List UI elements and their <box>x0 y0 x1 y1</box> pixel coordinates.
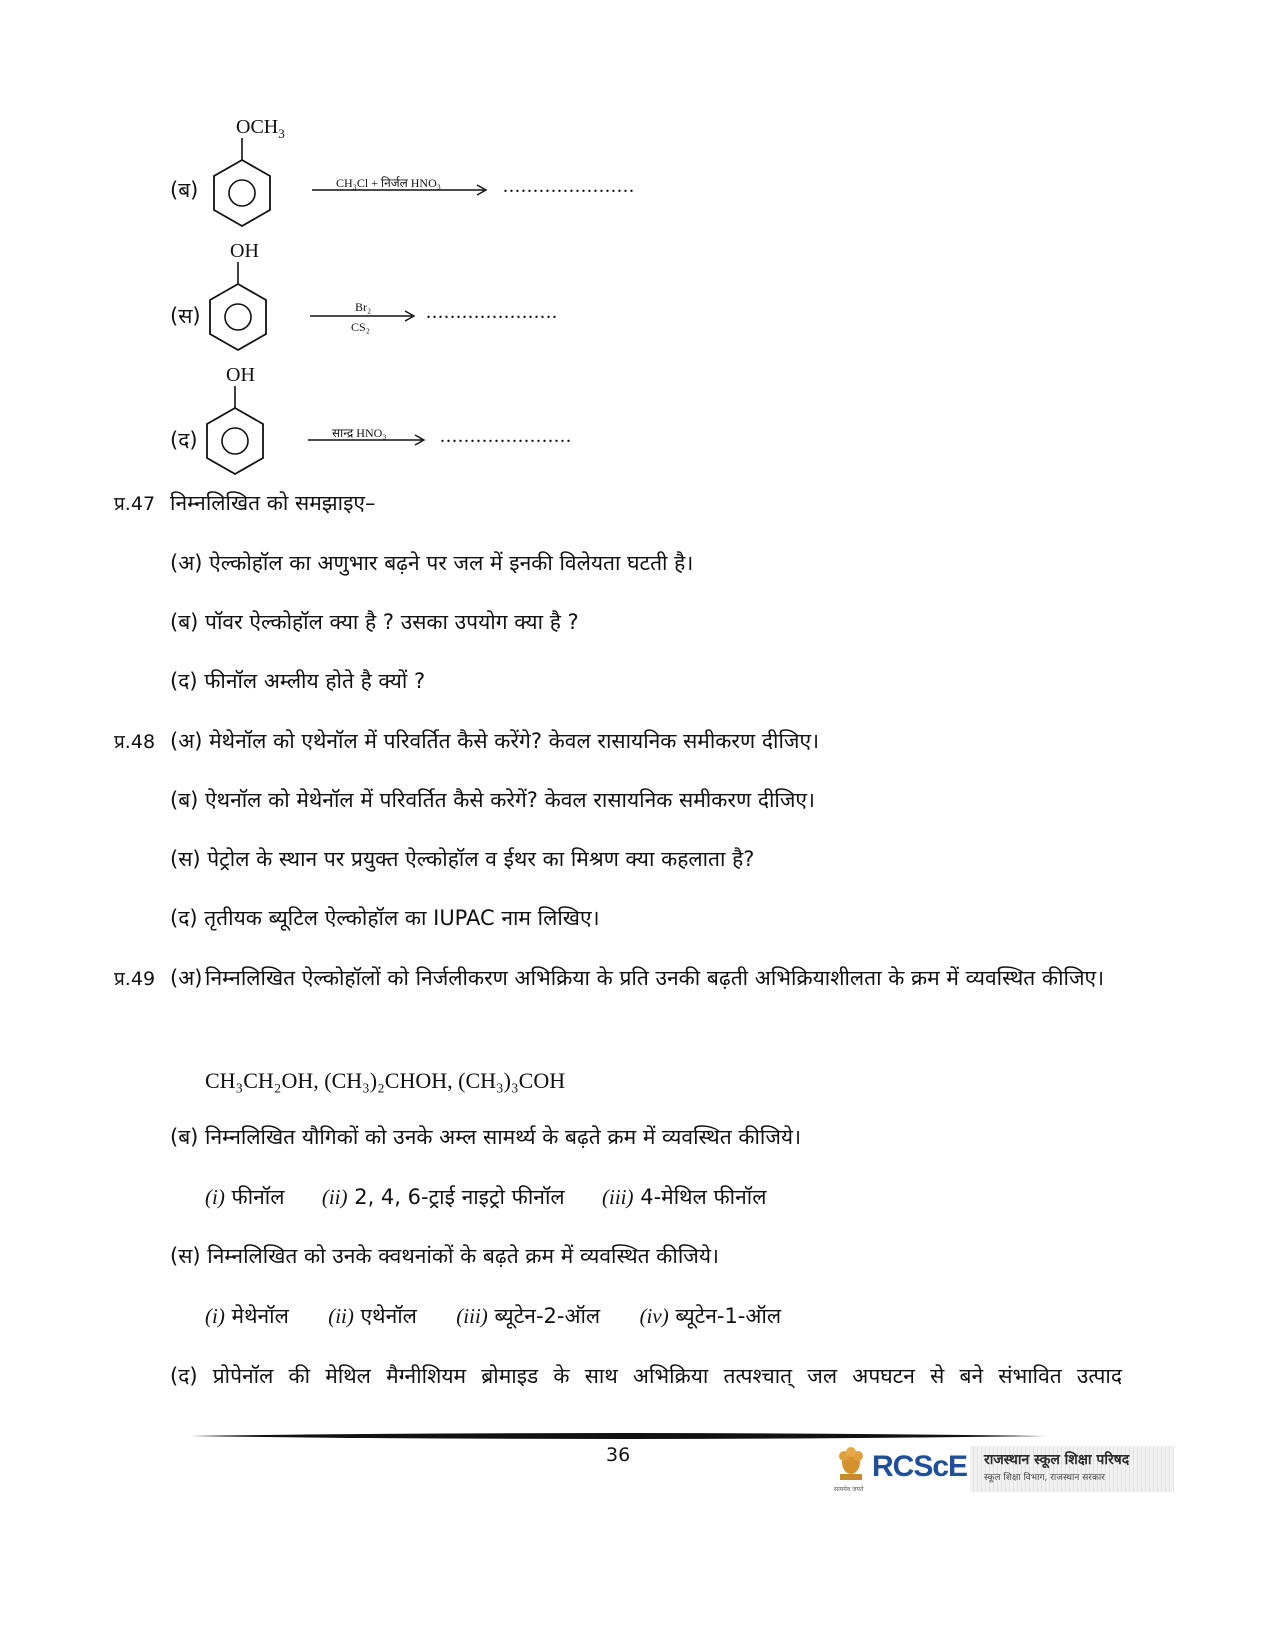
arrow-icon <box>308 434 430 446</box>
question-item: (द) प्रोपेनॉल की मेथिल मैग्नीशियम ब्रोमाइड के साथ अभिक्रिया तत्पश्चात् जल अपघटन से बने संभावित उत्पाद <box>170 1364 1122 1388</box>
reaction-condition-bottom: CS₂ <box>351 320 370 334</box>
benzene-ring-icon <box>205 386 265 478</box>
reaction-condition: सान्द्र HNO₃ <box>332 426 387 440</box>
footer-rule <box>190 1430 1046 1442</box>
question-number: प्र.49 <box>114 968 156 990</box>
question-item: (ब) पॉवर ऐल्कोहॉल क्या है ? उसका उपयोग क्या है ? <box>170 610 579 634</box>
benzene-ring-icon <box>212 138 272 230</box>
reaction-b <box>0 110 800 230</box>
chemical-formula: CH₃CH₂OH, (CH₃)₂CHOH, (CH₃)₃COH <box>205 1068 566 1093</box>
org-name: राजस्थान स्कूल शिक्षा परिषद <box>984 1452 1130 1468</box>
question-item: (स) पेट्रोल के स्थान पर प्रयुक्त ऐल्कोहॉल व ईथर का मिश्रण क्या कहलाता है? <box>170 847 755 871</box>
substituent-label: OH <box>230 240 259 262</box>
reaction-label: (ब) <box>170 178 199 202</box>
option: (ii) एथेनॉल <box>328 1304 417 1328</box>
option: (iii) ब्यूटेन-2-ऑल <box>456 1304 601 1328</box>
substituent-label: OH <box>226 364 255 386</box>
reaction-c <box>0 238 800 358</box>
question-number: प्र.47 <box>114 493 156 515</box>
option: (iv) ब्यूटेन-1-ऑल <box>639 1304 782 1328</box>
benzene-ring-icon <box>208 262 268 354</box>
answer-blank: ...................... <box>426 301 558 323</box>
emblem-motto: सत्यमेव जयते <box>834 1486 864 1493</box>
reaction-label: (द) <box>170 428 198 452</box>
question-item: निम्नलिखित ऐल्कोहॉलों को निर्जलीकरण अभिक्रिया के प्रति उनकी बढ़ती अभिक्रियाशीलता के क्रम में व्यवस्थित कीजिए। <box>205 966 1105 990</box>
question-number: प्र.48 <box>114 731 156 753</box>
question-item: (अ) मेथेनॉल को एथेनॉल में परिवर्तित कैसे करेंगे? केवल रासायनिक समीकरण दीजिए। <box>170 729 820 753</box>
reaction-condition: CH₃Cl + निर्जल HNO₃ <box>336 176 441 190</box>
question-item: (स) निम्नलिखित को उनके क्वथनांकों के बढ़ते क्रम में व्यवस्थित कीजिये। <box>170 1244 719 1268</box>
question-item: (अ) ऐल्कोहॉल का अणुभार बढ़ने पर जल में इनकी विलेयता घटती है। <box>170 551 694 575</box>
logo-text: RCScE <box>872 1450 968 1483</box>
option: (ii) 2, 4, 6-ट्राई नाइट्रो फीनॉल <box>321 1185 565 1209</box>
page-number: 36 <box>606 1444 631 1466</box>
emblem-icon <box>834 1444 868 1488</box>
question-title: निम्नलिखित को समझाइए– <box>170 491 376 515</box>
question-part-label: (अ) <box>170 966 203 990</box>
question-item: (ब) ऐथनॉल को मेथेनॉल में परिवर्तित कैसे करेगें? केवल रासायनिक समीकरण दीजिए। <box>170 788 816 812</box>
question-item: (द) तृतीयक ब्यूटिल ऐल्कोहॉल का IUPAC नाम लिखिए। <box>170 906 600 930</box>
answer-blank: ...................... <box>440 425 572 447</box>
org-subtitle: स्कूल शिक्षा विभाग, राजस्थान सरकार <box>984 1473 1105 1483</box>
option-list <box>205 1301 781 1331</box>
arrow-icon <box>312 184 492 196</box>
substituent-label: $OCH_3$ <box>236 116 285 141</box>
option-list <box>205 1182 766 1212</box>
reaction-d <box>0 362 800 482</box>
option: (i) मेथेनॉल <box>205 1304 289 1328</box>
option: (i) फीनॉल <box>205 1185 285 1209</box>
question-item: (द) फीनॉल अम्लीय होते है क्यों ? <box>170 669 426 693</box>
option: (iii) 4-मेथिल फीनॉल <box>602 1185 767 1209</box>
answer-blank: ...................... <box>503 175 635 197</box>
reaction-label: (स) <box>170 304 201 328</box>
reaction-condition-top: Br₂ <box>355 300 372 314</box>
question-item: (ब) निम्नलिखित यौगिकों को उनके अम्ल सामर्थ्य के बढ़ते क्रम में व्यवस्थित कीजिये। <box>170 1125 802 1149</box>
footer-logo <box>834 1444 1174 1496</box>
